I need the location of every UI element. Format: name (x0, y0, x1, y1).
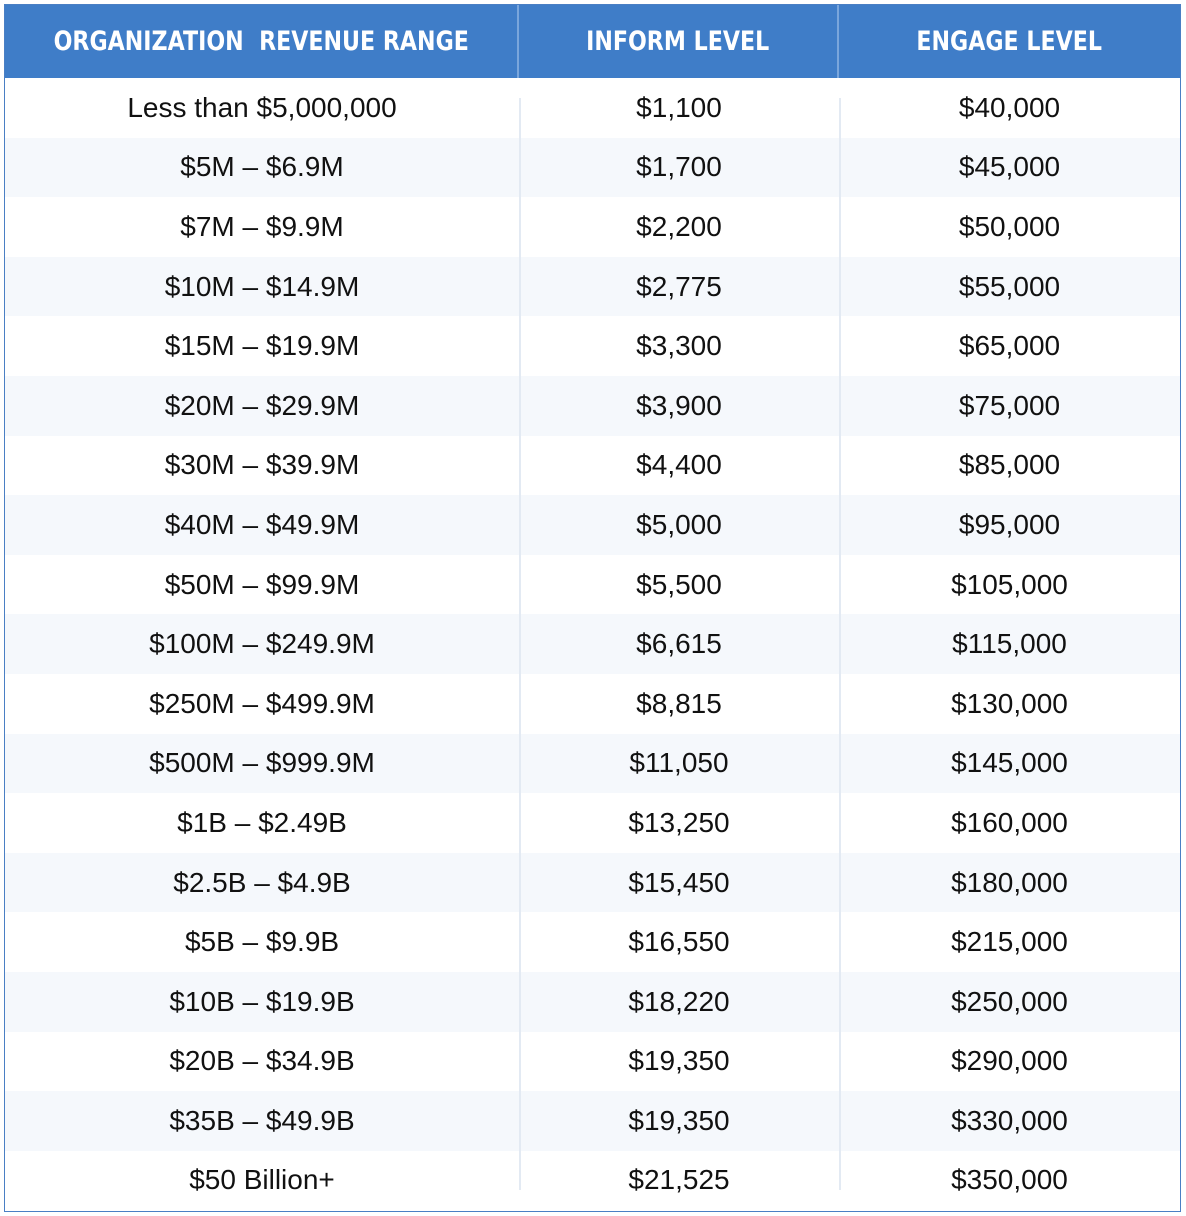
cell-engage-level: $105,000 (951, 568, 1068, 600)
cell-engage-level: $65,000 (958, 330, 1061, 362)
table-row (5, 316, 1180, 376)
table-row (5, 555, 1180, 615)
cell-engage-level: $50,000 (958, 210, 1061, 242)
table-row (5, 734, 1180, 794)
cell-inform-level: $16,550 (628, 926, 730, 958)
cell-engage-level: $55,000 (958, 270, 1061, 302)
cell-revenue-range: $100M – $249.9M (149, 628, 375, 660)
cell-revenue-range: $20B – $34.9B (169, 1045, 355, 1077)
cell-revenue-range: $500M – $999.9M (149, 747, 375, 779)
cell-revenue-range: $5B – $9.9B (184, 926, 340, 958)
table-row (5, 614, 1180, 674)
table-row (5, 376, 1180, 436)
table-row (5, 197, 1180, 257)
cell-engage-level: $215,000 (951, 926, 1068, 958)
cell-engage-level: $160,000 (951, 806, 1068, 838)
table-row (5, 1151, 1180, 1211)
cell-revenue-range: $50M – $99.9M (164, 568, 360, 600)
table-row (5, 793, 1180, 853)
cell-inform-level: $1,700 (636, 151, 722, 183)
cell-engage-level: $290,000 (951, 1045, 1068, 1077)
table-row (5, 138, 1180, 198)
cell-revenue-range: $15M – $19.9M (164, 330, 360, 362)
table-row (5, 853, 1180, 913)
cell-revenue-range: $50 Billion+ (189, 1164, 335, 1196)
cell-inform-level: $4,400 (636, 449, 722, 481)
cell-inform-level: $3,300 (636, 330, 722, 362)
cell-inform-level: $1,100 (636, 91, 722, 123)
cell-revenue-range: $30M – $39.9M (164, 449, 360, 481)
cell-revenue-range: $10B – $19.9B (169, 985, 355, 1017)
table-row (5, 436, 1180, 496)
cell-inform-level: $6,615 (636, 628, 722, 660)
table-row (5, 495, 1180, 555)
table-row (5, 1091, 1180, 1151)
cell-engage-level: $130,000 (951, 687, 1068, 719)
cell-inform-level: $18,220 (628, 985, 730, 1017)
table-row (5, 972, 1180, 1032)
cell-revenue-range: $20M – $29.9M (164, 389, 360, 421)
header-cell-engage-level (839, 5, 1180, 78)
cell-engage-level: $145,000 (951, 747, 1068, 779)
cell-engage-level: $45,000 (958, 151, 1061, 183)
cell-inform-level: $19,350 (628, 1045, 730, 1077)
cell-revenue-range: Less than $5,000,000 (127, 91, 397, 123)
cell-revenue-range: $7M – $9.9M (180, 210, 344, 242)
cell-inform-level: $19,350 (628, 1104, 730, 1136)
table-body (5, 78, 1180, 1210)
cell-engage-level: $95,000 (958, 508, 1061, 540)
table-row (5, 1032, 1180, 1092)
cell-revenue-range: $10M – $14.9M (164, 270, 360, 302)
column-divider (519, 98, 521, 1190)
cell-inform-level: $15,450 (628, 866, 730, 898)
cell-engage-level: $40,000 (958, 91, 1061, 123)
header-cell-revenue-range (5, 5, 519, 78)
cell-inform-level: $5,500 (636, 568, 722, 600)
cell-inform-level: $5,000 (636, 508, 722, 540)
cell-engage-level: $115,000 (952, 628, 1067, 660)
cell-inform-level: $2,775 (636, 270, 722, 302)
table-row (5, 674, 1180, 734)
table-row (5, 912, 1180, 972)
cell-revenue-range: $2.5B – $4.9B (173, 866, 351, 898)
cell-inform-level: $3,900 (636, 389, 722, 421)
cell-engage-level: $85,000 (958, 449, 1061, 481)
table-header (5, 5, 1180, 78)
cell-inform-level: $2,200 (636, 210, 722, 242)
cell-engage-level: $75,000 (958, 389, 1061, 421)
cell-revenue-range: $35B – $49.9B (169, 1104, 355, 1136)
cell-revenue-range: $1B – $2.49B (177, 806, 347, 838)
cell-revenue-range: $5M – $6.9M (180, 151, 344, 183)
cell-engage-level: $330,000 (951, 1104, 1068, 1136)
header-label-engage-level: ENGAGE LEVEL (916, 26, 1103, 57)
cell-inform-level: $13,250 (628, 806, 730, 838)
header-label-inform-level: INFORM LEVEL (586, 26, 770, 57)
cell-inform-level: $11,050 (629, 747, 729, 779)
header-cell-inform-level (519, 5, 839, 78)
header-label-revenue-range: ORGANIZATION REVENUE RANGE (53, 26, 469, 57)
cell-engage-level: $250,000 (951, 985, 1068, 1017)
cell-revenue-range: $40M – $49.9M (164, 508, 360, 540)
cell-revenue-range: $250M – $499.9M (149, 687, 375, 719)
pricing-table (4, 4, 1181, 1212)
column-divider (839, 98, 841, 1190)
table-row (5, 257, 1180, 317)
table-row (5, 78, 1180, 138)
cell-engage-level: $350,000 (951, 1164, 1068, 1196)
cell-inform-level: $8,815 (636, 687, 722, 719)
cell-inform-level: $21,525 (628, 1164, 730, 1196)
cell-engage-level: $180,000 (951, 866, 1068, 898)
